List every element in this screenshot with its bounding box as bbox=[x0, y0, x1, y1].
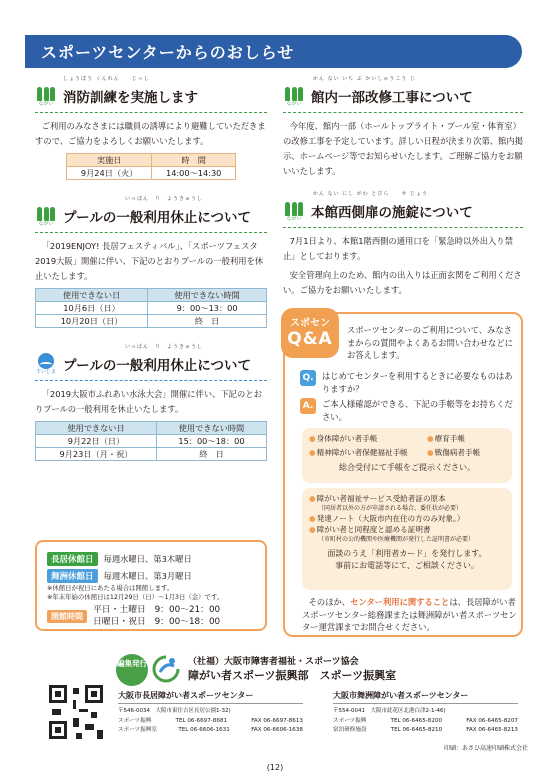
hours-weekday: 平日・土曜日 9：00〜21：00 bbox=[93, 605, 221, 615]
swimmer-icon: すいじま bbox=[35, 352, 57, 376]
list-item: ●障がい者福祉サービス受給者証の原本 bbox=[309, 494, 446, 503]
section-renovation-header bbox=[283, 70, 523, 108]
list-item-sub: （同居者以外の方が申請される場合、委任状が必要） bbox=[318, 505, 463, 512]
pool-closure-table: 使用できない日 使用できない時間 10月6日（日） 9：00〜13：00 10月20日（日） 終 日 bbox=[35, 288, 267, 328]
page-title: スポーツセンターからのおしらせ bbox=[41, 43, 295, 62]
nagai-tree-icon: ながい bbox=[283, 84, 305, 108]
footer bbox=[38, 652, 528, 742]
department-name: 障がい者スポーツ振興部 スポーツ振興室 bbox=[188, 669, 397, 682]
section-body: 7月1日より、本館1階西側の通用口を「緊急時以外出入り禁止」としております。 bbox=[283, 236, 513, 261]
closed-days-box bbox=[35, 540, 267, 631]
office-contact-row: スポーツ振興 TEL 06-6697-8681 FAX 06-6697-8613 bbox=[118, 718, 303, 724]
closed-note: ※年末年始の休館日は12月29日（日）〜1月3日（金）です。 bbox=[47, 593, 224, 601]
answer-row bbox=[300, 398, 515, 423]
office-maishima bbox=[333, 690, 518, 735]
page-number: (12) bbox=[266, 763, 284, 772]
section-body: 安全管理向上のため、館内の出入りは正面玄関をご利用ください。ご協力をお願いいたします。 bbox=[283, 270, 522, 295]
divider bbox=[35, 380, 267, 381]
hours-holiday: 日曜日・祝日 9：00〜18：00 bbox=[93, 617, 221, 627]
qa-box bbox=[283, 312, 523, 637]
list-item-sub: （市町村の公的機関や医療機関が発行した証明書が必要） bbox=[318, 536, 475, 543]
other-docs-box bbox=[302, 488, 512, 590]
nagai-tree-icon: ながい bbox=[35, 84, 57, 108]
card-note: 面談のうえ「利用者カード」を発行します。 bbox=[327, 549, 487, 558]
qa-badge bbox=[281, 308, 339, 358]
section-body: 「2019ENJOY! 長居フェスティバル」、「スポーツフェスタ2019大阪」開催に伴い、下記のとおりプールの一般利用を休止いたします。 bbox=[35, 241, 264, 281]
section-title: 本館西側扉の施錠について bbox=[311, 205, 473, 221]
section-pool-closure-maishima-header bbox=[35, 338, 267, 376]
section-west-door-header bbox=[283, 185, 523, 223]
section-title: プールの一般利用休止について bbox=[63, 210, 252, 226]
drill-schedule-table: 実施日 時 間 9月24日（火） 14:00〜14:30 bbox=[66, 153, 236, 180]
list-item: ●障がい者と同程度と認める証明書 bbox=[309, 525, 431, 534]
list-item: ●療育手帳 bbox=[427, 434, 466, 443]
section-pool-closure-nagai-header bbox=[35, 190, 267, 228]
ruby-text: かん ない にし がわ とびら せ じょう bbox=[313, 191, 428, 197]
section-title: プールの一般利用休止について bbox=[63, 358, 252, 374]
nagai-closed-tag: 長居休館日 bbox=[47, 552, 98, 566]
maishima-closed-days: 毎週木曜日、第3月曜日 bbox=[103, 570, 192, 581]
nagai-tree-icon: ながい bbox=[35, 204, 57, 228]
question-row bbox=[300, 370, 515, 395]
section-body: 今年度、館内一部（ホールトップライト・プール室・体育室）の改修工事を予定しています。詳しい日程が決まり次第、館内掲示、ホームページ等でお知らせいたします。ご理解ご協力をお願いいたします。 bbox=[283, 121, 523, 176]
office-title: 大阪市長居障がい者スポーツセンター bbox=[118, 690, 303, 704]
divider bbox=[35, 112, 267, 113]
closed-note: ※休館日が祝日にあたる場合は開館します。 bbox=[47, 584, 174, 592]
question-mark-icon: Q. bbox=[300, 370, 316, 386]
qa-intro: スポーツセンターのご利用について、みなさまからの質問やよくあるお問い合わせなどにお答えします。 bbox=[347, 325, 513, 360]
card-note: 事前にお電話等にて、ご相談ください。 bbox=[335, 561, 479, 570]
question-text: はじめてセンターを利用するときに必要なものはありますか？ bbox=[322, 371, 513, 394]
section-body: 「2019大阪市ふれあい水泳大会」開催に伴い、下記のとおりプールの一般利用を休止いたします。 bbox=[35, 389, 262, 414]
office-address: 〒554-0041 大阪市此花区北港白津2-1-46) bbox=[333, 708, 446, 714]
list-item: ●発達ノート（大阪市内在住の方のみ対象。） bbox=[309, 514, 465, 523]
office-contact-row: スポーツ振興室 TEL 06-6606-1631 FAX 06-6606-1638 bbox=[118, 727, 303, 733]
nagai-tree-icon: ながい bbox=[283, 199, 305, 223]
publisher-badge: 編集発行 bbox=[116, 654, 148, 686]
pool-closure-table: 使用できない日 使用できない時間 9月22日（日） 15：00〜18：00 9月23日（月・祝） 終 日 bbox=[35, 421, 267, 461]
maishima-closed-tag: 舞洲休館日 bbox=[47, 569, 98, 583]
qa-badge-top: スポセン bbox=[290, 318, 330, 329]
handbook-list-box bbox=[302, 428, 512, 483]
printer-credit: 印刷：あさひ高速印刷株式会社 bbox=[443, 745, 528, 752]
office-nagai bbox=[118, 690, 303, 735]
right-column bbox=[283, 70, 523, 302]
qr-code-icon[interactable] bbox=[46, 682, 106, 742]
section-fire-drill-header bbox=[35, 70, 267, 108]
office-contact-row: スポーツ振興 TEL 06-6465-8200 FAX 06-6465-8207 bbox=[333, 718, 518, 724]
section-title: 消防訓練を実施します bbox=[63, 90, 198, 106]
office-address: 〒546-0034 大阪市東住吉区長居公園1-32) bbox=[118, 708, 231, 714]
qa-badge-main: Q&A bbox=[287, 329, 333, 349]
section-title: 館内一部改修工事について bbox=[311, 90, 473, 106]
office-contact-row: 宿泊研修施設 TEL 06-6465-8210 FAX 06-6465-8213 bbox=[333, 727, 518, 733]
answer-mark-icon: A. bbox=[300, 398, 316, 414]
section-body: ご利用のみなさまには職員の誘導により避難していただきますので、ご協力をよろしくお願いいたします。 bbox=[35, 121, 266, 146]
answer-text: ご本人様確認ができる、下記の手帳等をお持ちください。 bbox=[322, 399, 513, 422]
ruby-text: いっぱん り ようきゅうし bbox=[125, 196, 204, 202]
list-item: ●精神障がい者保健福祉手帳 bbox=[309, 448, 408, 457]
association-logo-icon bbox=[150, 654, 182, 684]
organization-name: （社福）大阪市障害者福祉・スポーツ協会 bbox=[188, 657, 359, 667]
nagai-closed-days: 毎週水曜日、第3木曜日 bbox=[103, 553, 192, 564]
ruby-text: いっぱん り ようきゅうし bbox=[125, 344, 204, 350]
page-header bbox=[25, 35, 522, 68]
ruby-text: しょうぼう くんれん じっし bbox=[63, 76, 150, 82]
left-column bbox=[35, 70, 267, 461]
divider bbox=[283, 112, 523, 113]
office-title: 大阪市舞洲障がい者スポーツセンター bbox=[333, 690, 518, 704]
handbook-note: 総合受付にて手帳をご提示ください。 bbox=[339, 463, 475, 472]
list-item: ●戦傷病者手帳 bbox=[427, 448, 481, 457]
hours-tag: 開館時間 bbox=[47, 610, 87, 623]
ruby-text: かん ない いち ぶ かいしゅうこう じ bbox=[313, 76, 416, 82]
divider bbox=[35, 232, 267, 233]
list-item: ●身体障がい者手帳 bbox=[309, 434, 378, 443]
divider bbox=[283, 227, 523, 228]
qa-footer-text: そのほか、センター利用に関することは、長居障がい者スポーツセンター総務課または舞洲障がい者スポーツセンター運営課までお問合せください。 bbox=[302, 597, 517, 632]
